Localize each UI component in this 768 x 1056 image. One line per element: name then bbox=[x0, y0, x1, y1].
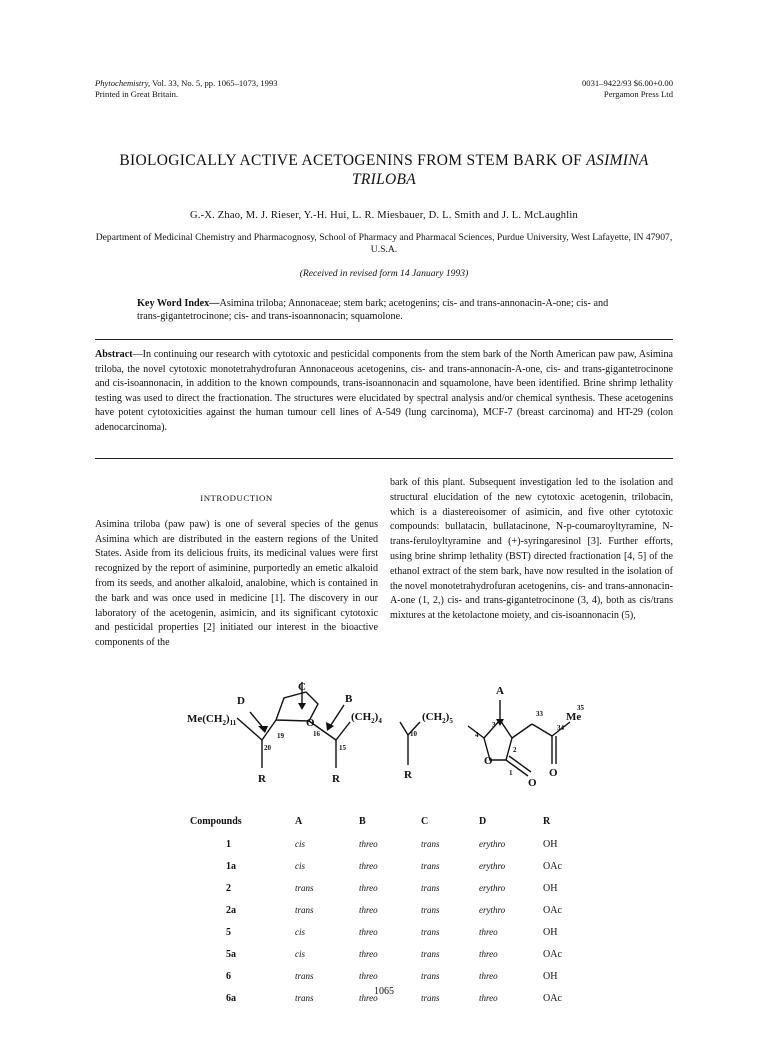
table-cell: threo bbox=[359, 949, 378, 959]
header-A: A bbox=[295, 815, 303, 827]
label-ring-oxygen: O bbox=[306, 717, 315, 729]
table-row bbox=[190, 921, 583, 943]
running-header-right bbox=[582, 78, 673, 100]
table-cell: OH bbox=[543, 970, 558, 982]
table-row bbox=[190, 899, 583, 921]
table-cell: 2 bbox=[226, 882, 231, 894]
table-cell: cis bbox=[295, 861, 305, 871]
header-compounds: Compounds bbox=[190, 815, 242, 827]
table-cell: erythro bbox=[479, 861, 506, 871]
table-cell: trans bbox=[295, 883, 314, 893]
table-cell: trans bbox=[295, 905, 314, 915]
table-cell: OAc bbox=[543, 860, 562, 872]
label-D: D bbox=[237, 695, 245, 707]
atom-1: 1 bbox=[509, 769, 513, 777]
abstract-text: —In continuing our research with cytotoxic and pesticidal components from the stem bark of the North American paw paw, Asimina triloba, the novel cytotoxic monotetrahydrofuran Annonaceous acetogenins, cis- and trans-annonacin-A-one, cis- and trans-gigantetrocinone and cis-isoannonacin, in addition to the known compounds, trans-isoannonacin and squamolone, have been identified. Brine shrimp lethality testing was used to direct the fractionation. The structures were elucidated by spectral analysis and/or chemical synthesis. These acetogenins have potent cytotoxicities against the human tumour cell lines of A-549 (lung carcinoma), MCF-7 (breast carcinoma) and HT-29 (colon adenocarcinoma). bbox=[95, 349, 673, 433]
title-line-1: BIOLOGICALLY ACTIVE ACETOGENINS FROM STEM BARK OF bbox=[119, 152, 583, 169]
table-body bbox=[190, 833, 583, 1009]
table-cell: trans bbox=[295, 971, 314, 981]
title-species: TRILOBA bbox=[351, 171, 417, 188]
intro-paragraph-left: Asimina triloba (paw paw) is one of several species of the genus Asimina which are distributed in the eastern regions of the United States. Aside from its delicious fruits, its medicinal values were first recognized by the report of asiminine, purportedly an emetic alkaloid from its seeds, and another alkaloid, analobine, which is contained in the bark and was once used in medicine [1]. The discovery in our laboratory of the acetogenin, asimicin, and its significant cytotoxic and pesticidal properties [2] initiated our interest in the bioactive components of the bbox=[95, 518, 378, 649]
page-number: 1065 bbox=[374, 986, 394, 997]
table-cell: trans bbox=[421, 971, 440, 981]
compounds-table bbox=[190, 813, 583, 1009]
header-B: B bbox=[359, 815, 366, 827]
journal-name: Phytochemistry, bbox=[95, 78, 151, 88]
table-cell: OAc bbox=[543, 948, 562, 960]
table-row bbox=[190, 943, 583, 965]
table-cell: threo bbox=[359, 861, 378, 871]
table-cell: trans bbox=[295, 993, 314, 1003]
atom-20: 20 bbox=[264, 744, 271, 752]
atom-16: 16 bbox=[313, 730, 320, 738]
table-row bbox=[190, 877, 583, 899]
table-cell: erythro bbox=[479, 839, 506, 849]
intro-paragraph-right: bark of this plant. Subsequent investigation led to the isolation and structural elucidation of the new cytotoxic acetogenin, trilobacin, which is a diastereoisomer of asimicin, and five other cytotoxic compounds: bullatacin, bullatacinone, N-p-coumaroyltyramine, N-trans-feruloyltyramine and (+)-syringaresinol [3]. Further efforts, using brine shrimp lethality (BST) directed fractionation [4, 5] of the ethanol extract of the stem bark, have now resulted in the isolation of the novel monotetrahydrofuran acetogenins, cis- and trans-annonacin-A-one (1, 2,) cis- and trans-gigantetrocinone (3, 4), both as cis/trans mixtures at the ketolactone moiety, and cis-isoannonacin (5), bbox=[390, 477, 673, 622]
atom-15: 15 bbox=[339, 744, 346, 752]
atom-4: 4 bbox=[475, 731, 479, 739]
table-cell: threo bbox=[479, 927, 498, 937]
table-cell: erythro bbox=[479, 905, 506, 915]
printed-in: Printed in Great Britain. bbox=[95, 89, 179, 99]
journal-citation: Vol. 33, No. 5, pp. 1065–1073, 1993 bbox=[152, 78, 278, 88]
top-rule bbox=[95, 339, 673, 340]
label-lactone-oxygen: O bbox=[484, 755, 493, 767]
table-cell: trans bbox=[421, 949, 440, 959]
table-cell: OH bbox=[543, 838, 558, 850]
table-cell: cis bbox=[295, 927, 305, 937]
atom-10: 10 bbox=[410, 730, 417, 738]
label-R-10: R bbox=[404, 769, 412, 781]
table-cell: threo bbox=[359, 993, 378, 1003]
table-cell: 5 bbox=[226, 926, 231, 938]
table-row bbox=[190, 965, 583, 987]
label-C: C bbox=[298, 681, 306, 693]
table-cell: 1 bbox=[226, 838, 231, 850]
table-cell: threo bbox=[359, 839, 378, 849]
table-cell: trans bbox=[421, 839, 440, 849]
table-cell: threo bbox=[479, 949, 498, 959]
table-cell: OH bbox=[543, 926, 558, 938]
left-column bbox=[95, 476, 378, 651]
keywords-text: Asimina triloba; Annonaceae; stem bark; acetogenins; cis- and trans-annonacin-A-one; cis- and trans-gigantetrocinone; cis- and trans-isoannonacin; squamolone. bbox=[137, 298, 609, 322]
atom-35: 35 bbox=[577, 704, 584, 712]
table-cell: 1a bbox=[226, 860, 236, 872]
table-cell: threo bbox=[359, 905, 378, 915]
label-methyl: Me bbox=[566, 711, 582, 723]
table-cell: OH bbox=[543, 882, 558, 894]
label-R-20: R bbox=[258, 773, 266, 785]
table-cell: threo bbox=[479, 971, 498, 981]
bottom-rule bbox=[95, 458, 673, 459]
introduction-heading: INTRODUCTION bbox=[200, 493, 273, 503]
table-cell: OAc bbox=[543, 992, 562, 1004]
header-C: C bbox=[421, 815, 429, 827]
table-cell: cis bbox=[295, 839, 305, 849]
table-cell: cis bbox=[295, 949, 305, 959]
label-carbonyl-oxygen: O bbox=[528, 777, 537, 789]
table-cell: 6a bbox=[226, 992, 236, 1004]
table-cell: 5a bbox=[226, 948, 236, 960]
publisher: Pergamon Press Ltd bbox=[603, 89, 673, 99]
atom-2: 2 bbox=[513, 746, 517, 754]
table-cell: threo bbox=[359, 927, 378, 937]
abstract bbox=[95, 348, 673, 436]
table-cell: trans bbox=[421, 905, 440, 915]
table-cell: 6 bbox=[226, 970, 231, 982]
label-B: B bbox=[345, 693, 353, 705]
label-ch2-4: $(CH_2)_4$ bbox=[351, 711, 382, 725]
atom-3: 3 bbox=[492, 721, 496, 729]
atom-33: 33 bbox=[536, 710, 543, 718]
table-row bbox=[190, 833, 583, 855]
table-cell: erythro bbox=[479, 883, 506, 893]
label-me-chain: $Me(CH_2)_{11}$ bbox=[187, 713, 237, 727]
abstract-label: Abstract bbox=[95, 349, 133, 360]
atom-34: 34 bbox=[557, 724, 564, 732]
header-R: R bbox=[543, 815, 551, 827]
article-code: 0031–9422/93 $6.00+0.00 bbox=[581, 78, 673, 88]
table-cell: threo bbox=[479, 993, 498, 1003]
table-row bbox=[190, 855, 583, 877]
keyword-index bbox=[137, 297, 631, 323]
atom-19: 19 bbox=[277, 732, 284, 740]
running-header-left bbox=[95, 78, 278, 100]
table-cell: trans bbox=[421, 993, 440, 1003]
affiliation: Department of Medicinal Chemistry and Pharmacognosy, School of Pharmacy and Pharmacal Sciences, Purdue University, West Lafayette, IN 47907, U.S.A. bbox=[95, 232, 673, 255]
author-list: G.-X. Zhao, M. J. Rieser, Y.-H. Hui, L. R. Miesbauer, D. L. Smith and J. L. McLaughlin bbox=[190, 210, 578, 221]
compounds-table-wrap bbox=[190, 813, 590, 1009]
table-header-row bbox=[190, 813, 583, 833]
table-cell: trans bbox=[421, 927, 440, 937]
label-ch2-5: $(CH_2)_5$ bbox=[422, 711, 453, 725]
table-cell: trans bbox=[421, 861, 440, 871]
keywords-label: Key Word Index— bbox=[137, 298, 220, 309]
right-column bbox=[390, 476, 673, 624]
table-cell: OAc bbox=[543, 904, 562, 916]
article-title bbox=[70, 151, 698, 189]
table-cell: trans bbox=[421, 883, 440, 893]
table-cell: 2a bbox=[226, 904, 236, 916]
title-genus: ASIMINA bbox=[586, 152, 649, 169]
label-R-15: R bbox=[332, 773, 340, 785]
label-ketone-oxygen: O bbox=[549, 767, 558, 779]
header-D: D bbox=[479, 815, 487, 827]
table-cell: threo bbox=[359, 971, 378, 981]
received-date: (Received in revised form 14 January 1993) bbox=[299, 268, 469, 279]
label-A: A bbox=[496, 685, 504, 697]
table-cell: threo bbox=[359, 883, 378, 893]
